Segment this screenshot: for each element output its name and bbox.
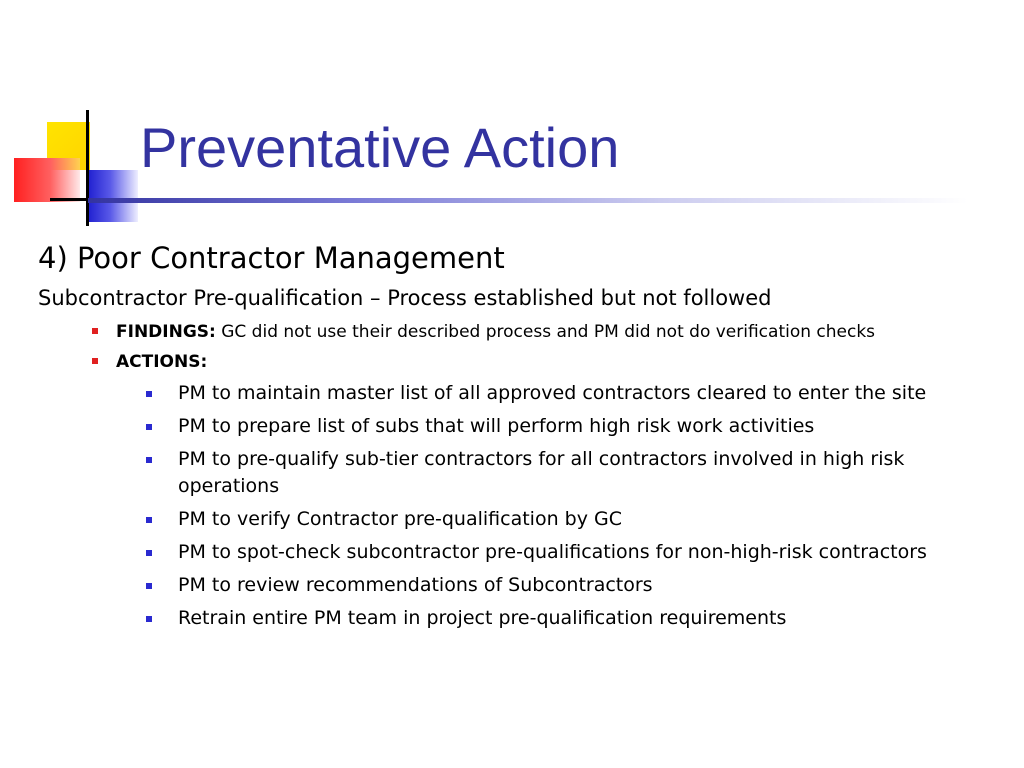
square-bullet-icon xyxy=(146,424,152,430)
logo-vertical-line xyxy=(86,110,89,226)
logo-blue-square xyxy=(88,170,138,222)
action-item-text: PM to spot-check subcontractor pre-qualifications for non-high-risk contractors xyxy=(178,541,927,563)
action-item xyxy=(146,605,976,632)
action-item-text: PM to maintain master list of all approved contractors cleared to enter the site xyxy=(178,382,927,404)
square-bullet-icon xyxy=(146,517,152,523)
action-item xyxy=(146,380,976,407)
square-bullet-icon xyxy=(146,583,152,589)
action-item xyxy=(146,572,976,599)
findings-item xyxy=(92,317,988,347)
section-subheading: Subcontractor Pre-qualification – Process established but not followed xyxy=(38,286,772,310)
actions-list xyxy=(116,380,976,632)
square-bullet-icon xyxy=(146,550,152,556)
slide-content xyxy=(38,236,988,638)
action-item-text: PM to prepare list of subs that will perform high risk work activities xyxy=(178,415,815,437)
square-bullet-icon xyxy=(92,328,98,334)
action-item-text: PM to pre-qualify sub-tier contractors for all contractors involved in high risk operations xyxy=(178,448,905,497)
action-item-text: PM to review recommendations of Subcontractors xyxy=(178,574,653,596)
findings-label: FINDINGS: xyxy=(116,322,216,342)
action-item xyxy=(146,446,976,500)
square-bullet-icon xyxy=(146,616,152,622)
slide-title: Preventative Action xyxy=(140,116,620,179)
section-heading: 4) Poor Contractor Management xyxy=(38,241,505,275)
square-bullet-icon xyxy=(92,358,98,364)
level1-list xyxy=(38,317,988,632)
findings-text: GC did not use their described process and PM did not do verification checks xyxy=(215,322,876,342)
logo-red-square xyxy=(14,158,80,202)
title-underline-rule xyxy=(88,198,968,203)
square-bullet-icon xyxy=(146,391,152,397)
action-item xyxy=(146,539,976,566)
action-item-text: Retrain entire PM team in project pre-qualification requirements xyxy=(178,607,787,629)
action-item-text: PM to verify Contractor pre-qualification by GC xyxy=(178,508,623,530)
square-bullet-icon xyxy=(146,457,152,463)
actions-item xyxy=(92,347,988,632)
action-item xyxy=(146,413,976,440)
action-item xyxy=(146,506,976,533)
actions-label: ACTIONS: xyxy=(116,352,208,372)
